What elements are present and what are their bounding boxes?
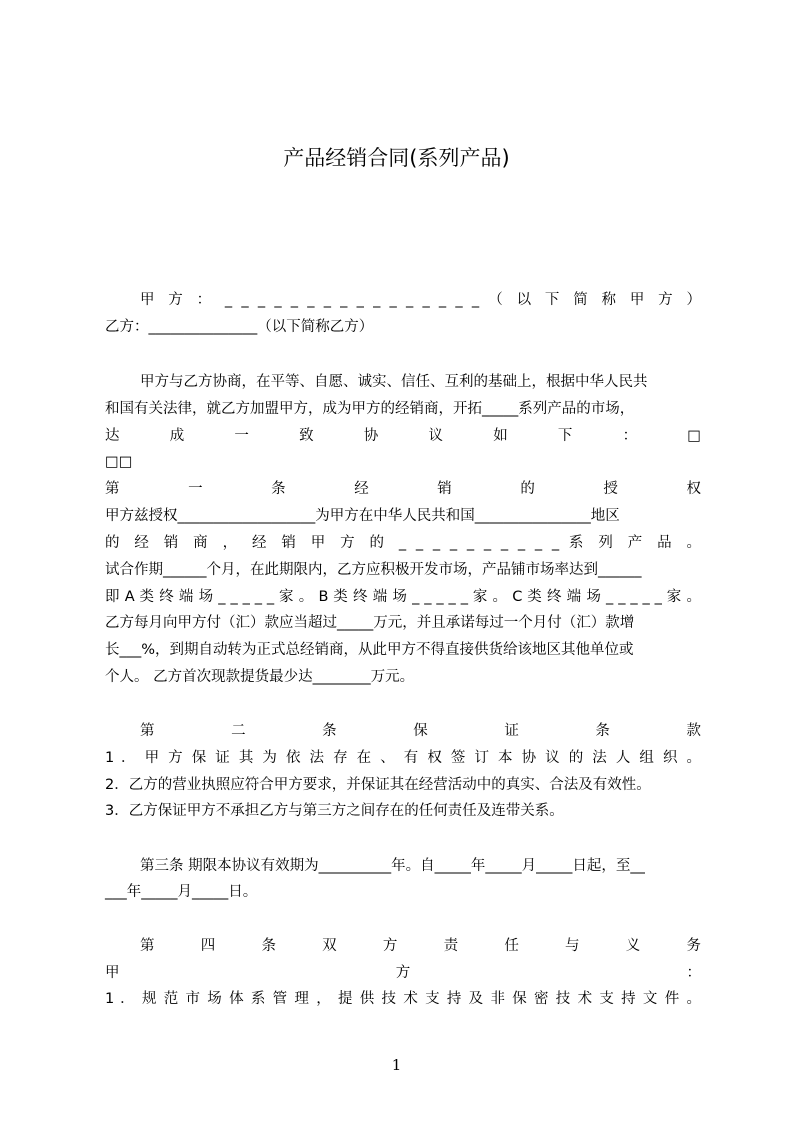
article-1-line: 乙方每月向甲方付（汇）款应当超过_____万元，并且承诺每过一个月付（汇）款增 [105,615,635,631]
article-2-item: 3．乙方保证甲方不承担乙方与第三方之间存在的任何责任及连带关系。 [105,803,564,819]
article-1-line: 个人。 乙方首次现款提货最少达________万元。 [105,669,415,685]
article-2-item: 2．乙方的营业执照应符合甲方要求，并保证其在经营活动中的真实、合法及有效性。 [105,777,651,793]
party-a-duty-item: 1 ． 规 范 市 场 体 系 管 理 ， 提 供 技 术 支 持 及 非 保 密 技 术 支 持 文 件 。 [105,991,701,1007]
article-1-line: 即 A 类 终 端 场 _ _ _ _ _ 家 。 B 类 终 端 场 _ _ _ _ _ 家 。 C 类 终 端 场 _ _ _ _ _ 家 。 [105,589,701,605]
article-4-heading: 第 四 条 双 方 责 任 与 义 务 [140,938,701,954]
preamble-line: 甲方与乙方协商，在平等、自愿、诚实、信任、互利的基础上，根据中华人民共 [140,374,648,390]
article-3-line: 第三条 期限本协议有效期为__________年。自_____年_____月_____日起，至__ [140,858,645,874]
article-2-heading: 第 二 条 保 证 条 款 [140,723,701,739]
party-b-line: 乙方：_______________（以下简称乙方） [105,319,374,335]
document-title: 产品经销合同(系列产品) [283,146,510,170]
page-number: 1 [391,1056,402,1074]
article-3-line: ___年_____月_____日。 [105,884,258,900]
preamble-line: 和国有关法律，就乙方加盟甲方，成为甲方的经销商，开拓_____系列产品的市场， [105,401,635,417]
party-a-duties-label: 甲 方 ： [105,965,701,981]
article-1-line: 甲方兹授权___________________为甲方在中华人民共和国________________地区 [105,508,620,524]
article-2-item: 1 ． 甲 方 保 证 其 为 依 法 存 在 、 有 权 签 订 本 协 议 的 法 人 组 织 。 [105,750,701,766]
placeholder-glyphs: □□ [105,454,133,470]
article-1-line: 长___%，到期自动转为正式总经销商，从此甲方不得直接供货给该地区其他单位或 [105,642,634,658]
article-1-line: 的 经 销 商 ， 经 销 甲 方 的 _ _ _ _ _ _ _ _ _ _ 系 列 产 品 。 [105,535,701,551]
preamble-line: 达 成 一 致 协 议 如 下 ： □ [105,428,701,444]
article-1-heading: 第 一 条 经 销 的 授 权 [105,481,701,497]
party-a-line: 甲 方 ： _ _ _ _ _ _ _ _ _ _ _ _ _ _ _ _ （ 以 下 简 称 甲 方 ） [140,292,701,308]
article-1-line: 试合作期______个月，在此期限内，乙方应积极开发市场，产品铺市场率达到______ [105,562,642,578]
